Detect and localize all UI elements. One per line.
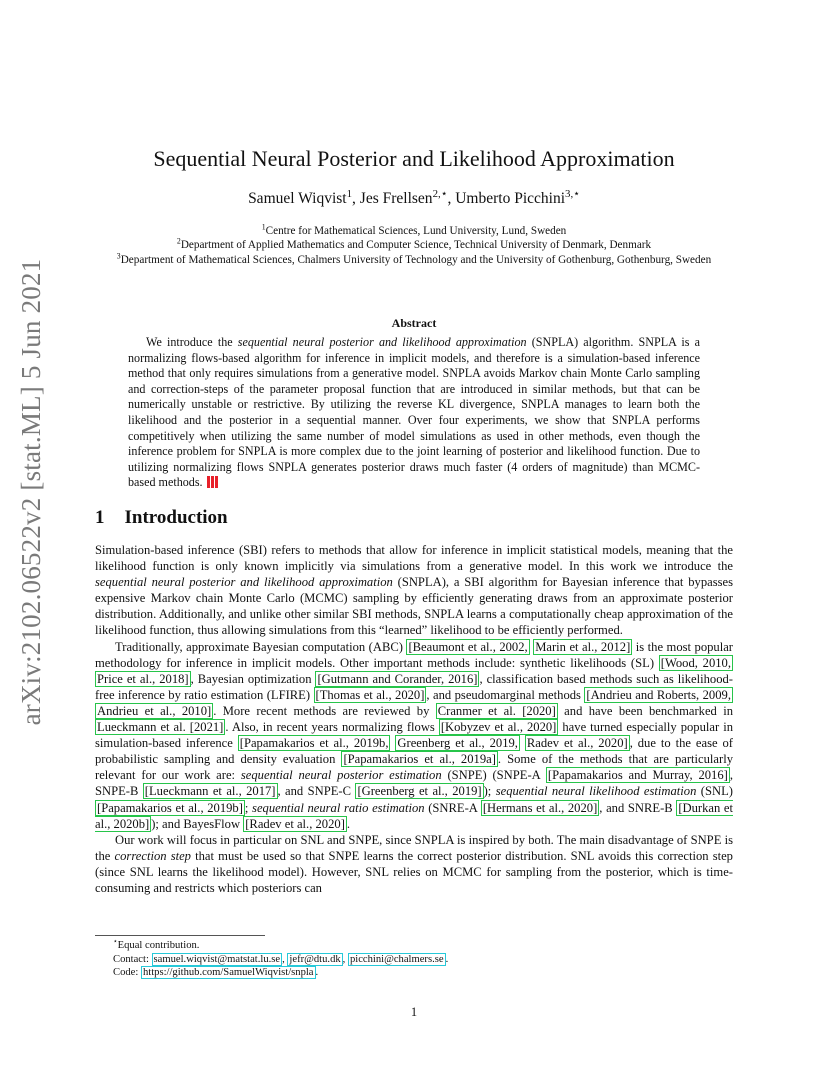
author-mark: 2,⋆ [432, 187, 448, 200]
author-mark: 3,⋆ [565, 187, 580, 200]
section-heading [95, 507, 228, 529]
citation-link[interactable]: [Andrieu and Roberts, 2009, [586, 687, 731, 702]
citation-link[interactable]: Marin et al., 2012] [535, 639, 631, 654]
paragraph: Simulation-based inference (SBI) refers to methods that allow for inference in implicit statistical models, meaning that the likelihood function is only known implicitly via simulations from a generative model. In this work we introduce the sequential neural posterior and likelihood approximation (SNPLA), a SBI algorithm for Bayesian inference that bypasses expensive Markov chain Monte Carlo (MCMC) sampling by efficiently generating draws from an approximate posterior distribution. Additionally, and unlike other similar SBI methods, SNPLA learns a computationally cheap approximation of the likelihood function, thus allowing simulations from this “learned” likelihood to be efficiently performed. [95, 543, 733, 638]
citation-link[interactable]: Cranmer et al. [2020] [437, 703, 556, 718]
arxiv-side-stamp: arXiv:2102.06522v2 [stat.ML] 5 Jun 2021 [16, 258, 46, 726]
citation-link[interactable]: [Hermans et al., 2020] [482, 800, 598, 815]
footnote-equal: ⋆Equal contribution. [113, 936, 200, 951]
affiliation [90, 224, 738, 239]
section-number: 1 [95, 507, 105, 528]
citation-link[interactable]: [Papamakarios and Murray, 2016] [547, 768, 728, 783]
footnote-contact: Contact: samuel.wiqvist@matstat.lu.se , jefr@dtu.dk , picchini@chalmers.se . [113, 953, 449, 965]
affiliation [90, 253, 738, 268]
email-link[interactable]: samuel.wiqvist@matstat.lu.se [153, 953, 281, 965]
affiliation-text: Centre for Mathematical Sciences, Lund University, Lund, Sweden [265, 225, 567, 237]
code-url-link[interactable]: https://github.com/SamuelWiqvist/snpla [142, 967, 314, 979]
email-link[interactable]: jefr@dtu.dk [289, 953, 341, 965]
abstract-emphasis: sequential neural posterior and likelihood approximation [237, 335, 527, 349]
paper-title: Sequential Neural Posterior and Likelihood Approximation [153, 146, 675, 171]
affiliation-mark: 2 [176, 236, 181, 246]
affiliation [90, 238, 738, 253]
citation-link[interactable]: Greenberg et al., 2019, [397, 736, 518, 751]
author-mark: 1 [346, 187, 353, 200]
citation-link[interactable]: [Greenberg et al., 2019] [357, 784, 482, 799]
affiliation-text: Department of Applied Mathematics and Computer Science, Technical University of Denmark, Denmark [180, 239, 652, 251]
introduction-body [95, 542, 733, 896]
citation-link[interactable]: [Gutmann and Corander, 2016] [317, 671, 478, 686]
author-name: Jes Frellsen [359, 190, 433, 207]
email-link[interactable]: picchini@chalmers.se [349, 953, 444, 965]
affiliation-text: Department of Mathematical Sciences, Chalmers University of Technology and the University of Gothenburg, Gothenburg, Sweden [120, 254, 712, 266]
abstract-body: We introduce the sequential neural posterior and likelihood approximation (SNPLA) algorithm. SNPLA is a normalizing flows-based algorithm for inference in implicit models, and therefore is a simulation-based inference method that only requires simulations from a generative model. SNPLA avoids Markov chain Monte Carlo sampling and correction-steps of the parameter proposal function that are introduced in similar methods, but that can be numerically unstable or restrictive. By utilizing the reverse KL divergence, SNPLA manages to learn both the likelihood and the posterior in a sequential manner. Over four experiments, we show that SNPLA performs competitively when utilizing the same number of model simulations as used in other methods, even though the inference problem for SNPLA is more complex due to the joint learning of posterior and likelihood function. Due to utilizing normalizing flows SNPLA generates posterior draws much faster (4 orders of magnitude) than MCMC-based methods. [128, 335, 700, 490]
footnotes [113, 936, 713, 980]
citation-link[interactable]: [Durkan et al., 2020b] [95, 800, 734, 831]
affiliation-mark: 3 [116, 251, 121, 261]
citation-link[interactable]: [Thomas et al., 2020] [315, 687, 425, 702]
section-title: Introduction [124, 507, 228, 528]
citation-link[interactable]: [Kobyzev et al., 2020] [440, 720, 557, 735]
citation-link[interactable]: [Papamakarios et al., 2019b] [97, 800, 243, 815]
page-number: 1 [410, 1005, 418, 1019]
abstract-heading: Abstract [391, 316, 437, 330]
citation-link[interactable]: [Papamakarios et al., 2019a] [343, 752, 496, 767]
citation-link[interactable]: Radev et al., 2020] [526, 736, 628, 751]
affiliation-mark: 1 [261, 222, 266, 232]
citation-link[interactable]: [Beaumont et al., 2002, [408, 639, 528, 654]
author-name: Umberto Picchini [455, 190, 566, 207]
citation-link[interactable]: Price et al., 2018] [97, 671, 189, 686]
citation-link[interactable]: Andrieu et al., 2010] [97, 703, 212, 718]
citation-link[interactable]: [Lueckmann et al., 2017] [144, 784, 276, 799]
citation-link[interactable]: [Wood, 2010, [660, 655, 731, 670]
paragraph: Traditionally, approximate Bayesian computation (ABC) [Beaumont et al., 2002, Marin et al., 2012] is the most popular methodology for inference in implicit models. Other important methods include: synthetic likelihoods (SL) [Wood, 2010, Price et al., 2018] , Bayesian optimization [Gutmann and Corander, 2016] , classification based methods such as likelihood-free inference by ratio estimation (LFIRE) [Thomas et al., 2020] , and pseudomarginal methods [Andrieu and Roberts, 2009, Andrieu et al., 2010] . More recent methods are reviewed by Cranmer et al. [2020] and have been benchmarked in Lueckmann et al. [2021] . Also, in recent years normalizing flows [Kobyzev et al., 2020] have turned especially popular in simulation-based inference [Papamakarios et al., 2019b, Greenberg et al., 2019, Radev et al., 2020] , due to the ease of probabilistic sampling and density evaluation [Papamakarios et al., 2019a] . Some of the methods that are particularly relevant for our work are: sequential neural posterior estimation (SNPE) (SNPE-A [Papamakarios and Murray, 2016] , SNPE-B [Lueckmann et al., 2017] , and SNPE-C [Greenberg et al., 2019] ); sequential neural likelihood estimation (SNL) [Papamakarios et al., 2019b] ; sequential neural ratio estimation (SNRE-A [Hermans et al., 2020] , and SNRE-B [Durkan et al., 2020b] ); and BayesFlow [Radev et al., 2020] . [95, 639, 734, 831]
citation-link[interactable]: Lueckmann et al. [2021] [97, 720, 224, 735]
citation-link[interactable]: [Papamakarios et al., 2019b, [239, 736, 389, 751]
author-name: Samuel Wiqvist [248, 190, 347, 207]
citation-link[interactable]: [Radev et al., 2020] [245, 816, 345, 831]
red-marker-icon [207, 476, 219, 488]
footnote-rule [95, 935, 265, 936]
paragraph: Our work will focus in particular on SNL and SNPE, since SNPLA is inspired by both. The main disadvantage of SNPE is the correction step that must be used so that SNPE learns the correct posterior distribution. SNL avoids this correction step (since SNL learns the likelihood model). However, SNL relies on MCMC for sampling from the posterior, which is time-consuming and restricts which posteriors can [95, 832, 733, 895]
author-list: Samuel Wiqvist$^1$, Jes Frellsen$^{2,⋆}$, Umberto Picchini$^{3,⋆}$ [248, 187, 580, 207]
footnote-code: Code: https://github.com/SamuelWiqvist/snpla . [113, 967, 319, 979]
